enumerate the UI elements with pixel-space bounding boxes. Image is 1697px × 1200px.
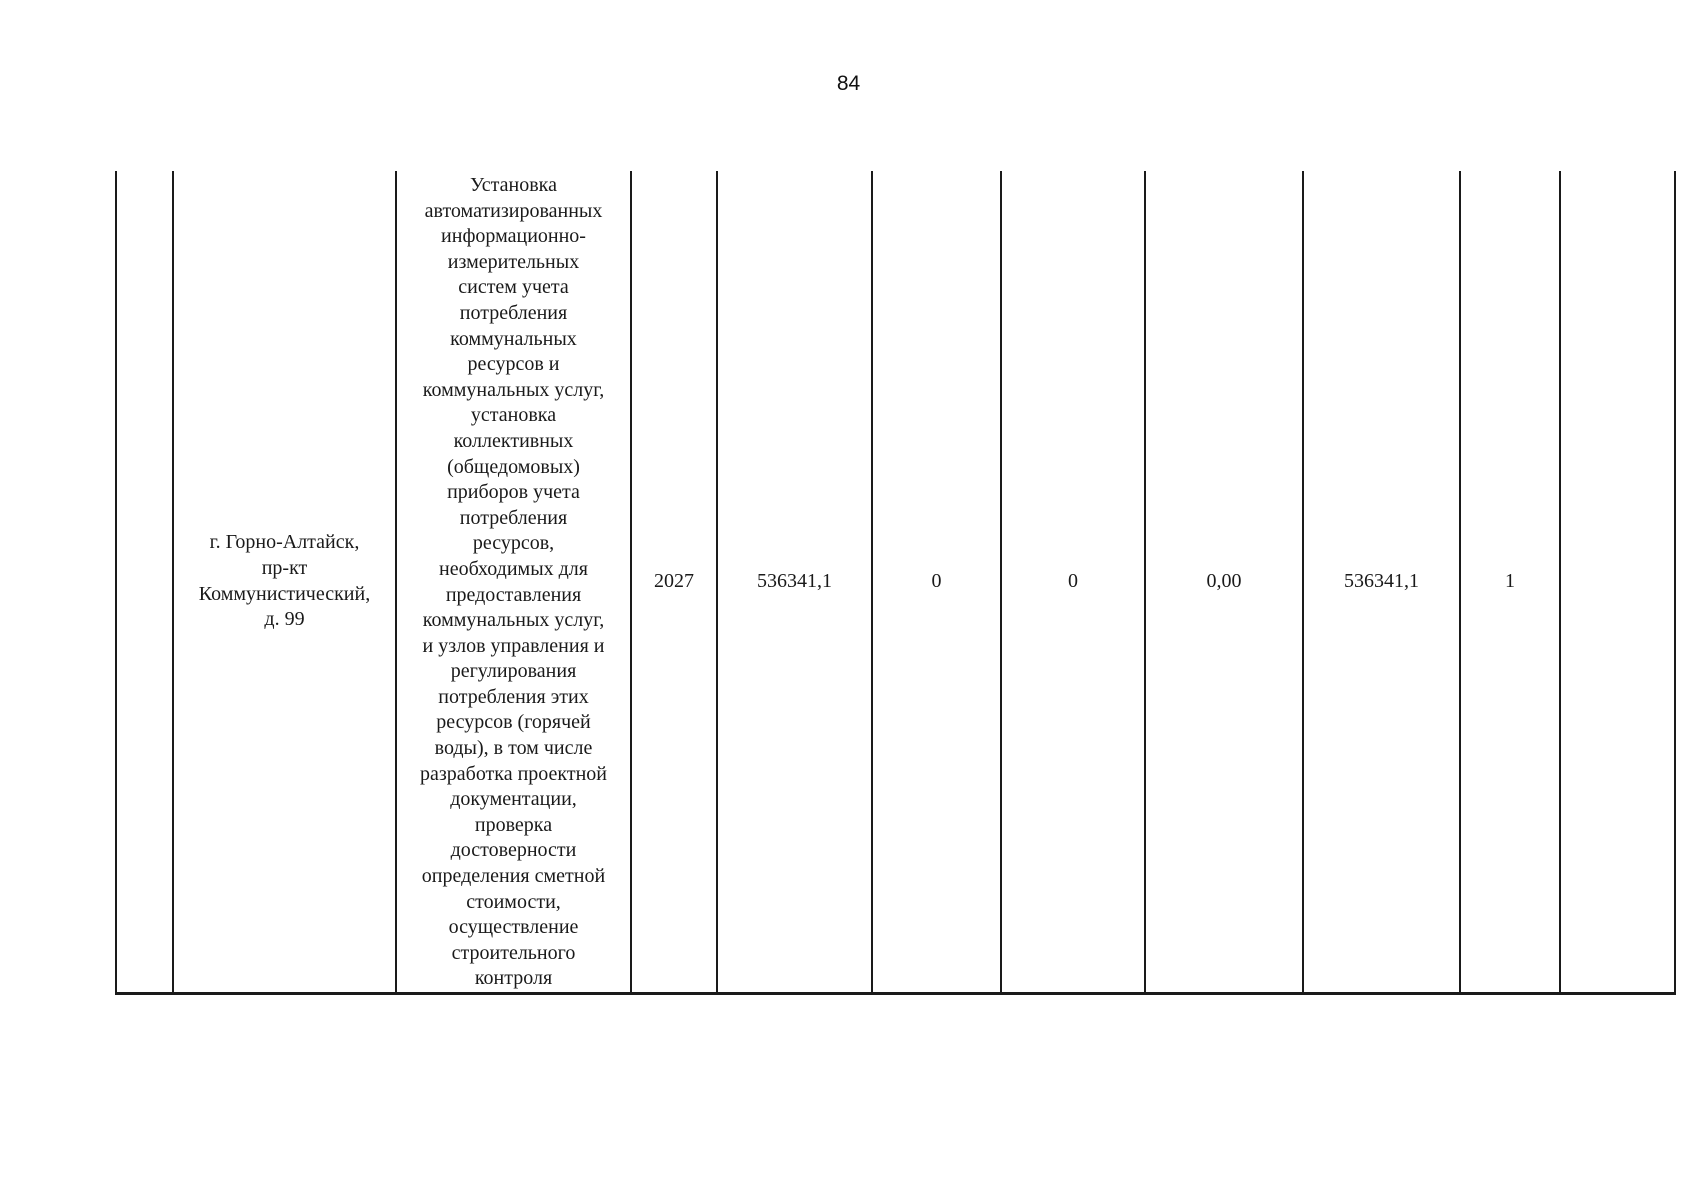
cell-total-cost <box>717 171 872 994</box>
value-2: 0 <box>1068 569 1078 592</box>
table-row <box>116 171 1675 994</box>
cell-value-5 <box>1460 171 1560 994</box>
year-value: 2027 <box>654 569 694 592</box>
cell-value-2 <box>1001 171 1145 994</box>
cell-value-3 <box>1145 171 1303 994</box>
cell-value-1 <box>872 171 1001 994</box>
cell-address <box>173 171 396 994</box>
value-4: 536341,1 <box>1344 569 1419 592</box>
data-table <box>115 171 1676 995</box>
data-table-container <box>115 171 1674 990</box>
cell-work-type <box>396 171 631 994</box>
work-type-value: Установка автоматизированных информационно- измерительных систем учета потребления коммунальных ресурсов и коммунальных услуг, установка коллективных (общедомовых) приборов учета потребления ресурсов, необходимых для предоставления коммунальных услуг, и узлов управления и регулирования потребления этих ресурсов (горячей воды), в том числе разработка проектной документации, проверка достоверности определения сметной стоимости, осуществление строительного контроля <box>419 174 608 990</box>
cell-index <box>116 171 173 994</box>
value-1: 0 <box>931 569 942 592</box>
value-5: 1 <box>1505 569 1515 592</box>
value-3: 0,00 <box>1206 569 1242 592</box>
total-cost-value: 536341,1 <box>757 569 832 592</box>
page-number: 84 <box>836 72 861 95</box>
address-value: г. Горно-Алтайск, пр-кт Коммунистический, д. 99 <box>198 531 371 631</box>
cell-value-6 <box>1560 171 1675 994</box>
cell-year <box>631 171 717 994</box>
cell-value-4 <box>1303 171 1460 994</box>
